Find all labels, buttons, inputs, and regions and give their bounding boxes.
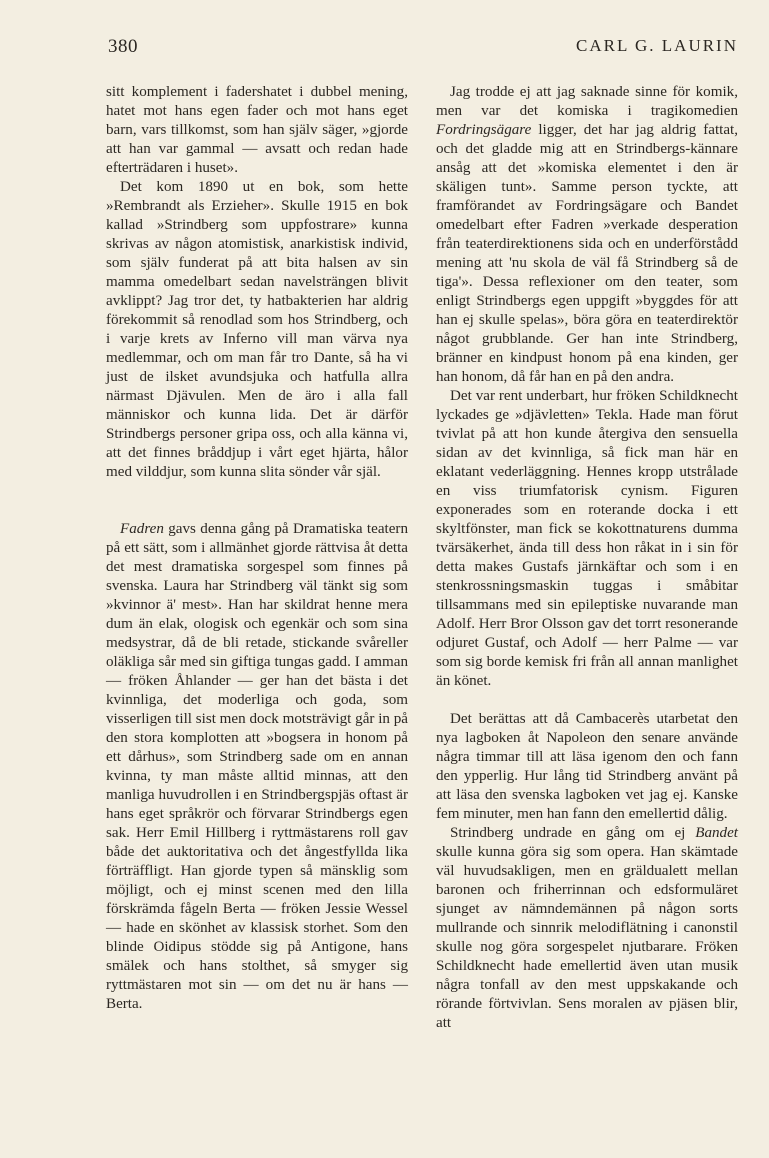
running-head: CARL G. LAURIN bbox=[576, 36, 738, 55]
left-column bbox=[106, 83, 408, 1014]
left-paragraph-3-text: gavs denna gång på Dramatiska teatern på ett sätt, som i allmänhet gjorde rättvisa åt detta det mest dramatiska sorgespel som finnes på svenska. Laura har Strindberg väl tänkt sig som »kvinnor ä' mest». Han har skildrat henne mera dum än elak, ologisk och egenkär och som sina medsystrar, då de bli retade, stickande svåreller oläkliga sår med sin giftiga tungas gadd. I amman — fröken Åhlander — ger han det bästa i det kvinnliga, det moderliga och goda, som visserligen till sist men dock motsträvigt går in på den stora komplotten att »bogsera in honom på ett dårhus», som Strindberg sade om en annan kvinna, ty man måste alltid minnas, att den manliga huvudrollen i en Strindbergspjäs oftast är hans eget språkrör och förvarar Strindbergs egen sak. Herr Emil Hillberg i ryttmästarens roll gav både det auktoritativa och det ångestfyllda lika förträffligt. Han gjorde typen så mänsklig som möjligt, och ej minst scenen med den lilla förskrämda fågeln Berta — fröken Jessie Wessel — hade en skönhet av klassisk storhet. Som den blinde Oidipus stödde sig på Antigone, hans smälek och hans stolthet, så smyger sig ryttmästaren mot sin — om det nu är hans — Berta. bbox=[106, 521, 408, 1012]
right-paragraph-4-text-a: Strindberg undrade en gång om ej bbox=[450, 825, 696, 841]
play-title-bandet: Bandet bbox=[695, 825, 738, 841]
right-paragraph-4-text-b: skulle kunna göra sig som opera. Han skämtade väl huvudsakligen, men en gräldualett mellan baronen och friherrinnan och edsformuläret sjunget av nämndemännen på någon sorts mullrande och sinnrik melodiflätning i canonstil skulle nog göra sorgespelet njutbarare. Fröken Schildknecht hade emellertid även utan musik några tonfall av den mest uppskakande och rörande förtvivlan. Sens moralen av pjäsen blir, att bbox=[436, 844, 738, 1031]
right-paragraph-2: Det var rent underbart, hur fröken Schildknecht lyckades ge »djävletten» Tekla. Hade man förut tvivlat på att hon kunde återgiva den sensuella sidan av det kvinnliga, så fick man här en eklatant vederläggning. Hennes kropp utstrålade en viss triumfatorisk cynism. Figuren exponerades som en roterande docka i ett skyltfönster, man fick se kokottnaturens dumma tvärsäkerhet, ända till dess hon råkat in i sin för detta makes Gustafs järnkäftar och som i en stenkrossningsmaskin tuggas i småbitar tillsammans med sin epileptiske nuvarande man Adolf. Herr Bror Olsson gav det torrt resonerande odjuret Gustaf, och Adolf — herr Palme — var som sig borde kemisk fri från all annan manlighet än könet. bbox=[436, 388, 738, 689]
right-paragraph-3: Det berättas att då Cambacerès utarbetat den nya lagboken åt Napoleon den senare använde några timmar till att läsa igenom den och fann den ypperlig. Hur lång tid Strindberg använt på att läsa den svenska lagboken vet jag ej. Kanske fem minuter, men han fann den emellertid dålig. bbox=[436, 711, 738, 822]
right-paragraph-1 bbox=[436, 83, 738, 387]
left-paragraph-3 bbox=[106, 520, 408, 1014]
right-paragraph-4 bbox=[436, 824, 738, 1033]
page-header bbox=[108, 36, 738, 66]
right-column bbox=[436, 83, 738, 1033]
play-title-fordringsagare: Fordringsägare bbox=[436, 122, 532, 138]
play-title-fadren: Fadren bbox=[120, 521, 164, 537]
left-paragraph-2: Det kom 1890 ut en bok, som hette »Rembrandt als Erzieher». Skulle 1915 en bok kallad »Strindberg som uppfostrare» kunna skrivas av någon atomistisk, anarkistisk individ, som själv funderat på att bita halsen av sin mamma omedelbart sedan navelsträngen blivit avklippt? Jag tror det, ty hatbakterien har aldrig förekommit så renodlad som hos Strindberg, och i varje krets av Inferno vill man värva nya medlemmar, och om man får tro Dante, så ha vi just de ilsket avundsjuka och hatfulla allra närmast Djävulen. Men de äro i alla fall människor och kunna lida. Det är därför Strindbergs personer gripa oss, och alla känna vi, att det finnes bråddjup i vårt eget hjärta, hålor med vilddjur, som kunna slita sönder vår själ. bbox=[106, 179, 408, 480]
right-paragraph-1-text-b: ligger, det har jag aldrig fattat, och det gladde mig att en Strindbergs-kännare ansåg att det »komiska elementet i den är skäligen tunt». Samme person tyckte, att framförandet av Fordringsägare och Bandet omedelbart efter Fadren »verkade desperation från teaterdirektionens sida och en underförstådd mening att 'nu skola de väl få Strindberg så de tiga'». Dessa reflexioner om den teater, som enligt Strindbergs egen uppgift »byggdes för att han ej skulle spelas», böra göra en teaterdirektör något grubblande. Ger han inte Strindberg, bränner en kindpust honom på ena kinden, ger han honom, då får han en på den andra. bbox=[436, 122, 738, 385]
right-paragraph-1-text-a: Jag trodde ej att jag saknade sinne för komik, men var det komiska i tragikomedien bbox=[436, 84, 738, 119]
left-paragraph-1: sitt komplement i fadershatet i dubbel mening, hatet mot hans egen fader och mot hans eget barn, vars tillkomst, som han själv säger, »gjorde att han var gammal — avsatt och redan hade efterträdaren i huset». bbox=[106, 84, 408, 176]
page-number: 380 bbox=[108, 36, 138, 57]
